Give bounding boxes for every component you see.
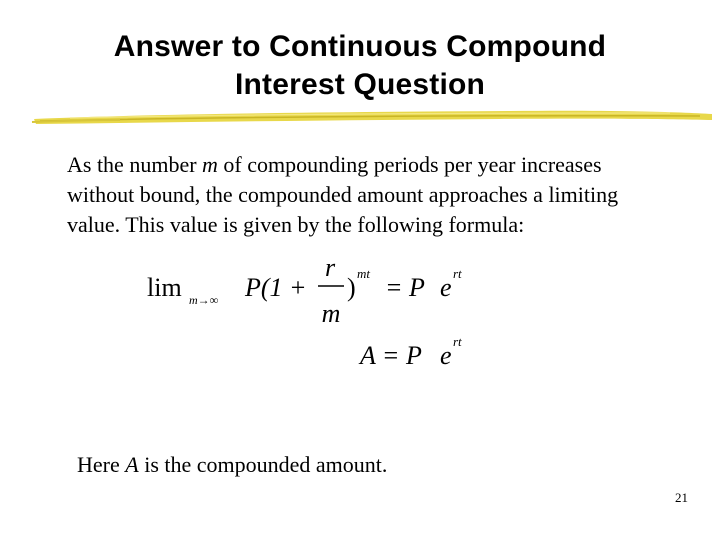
slide-title — [0, 28, 720, 104]
body-line-2: without bound, the compounded amount approaches a limiting — [67, 182, 619, 207]
formula-fraction-numerator: r — [324, 253, 336, 282]
continuous-compound-formula — [135, 252, 485, 382]
formula-exponent-rt-2: rt — [453, 334, 462, 349]
formula-lim-subscript: m→∞ — [189, 293, 219, 307]
variable-m: m — [202, 152, 218, 177]
variable-a: A — [125, 452, 139, 477]
title-line-1: Answer to Continuous Compound — [113, 30, 607, 63]
title-line-2: Interest Question — [234, 68, 486, 101]
formula-exponent-rt: rt — [453, 266, 462, 281]
formula-exponent-mt: mt — [357, 266, 370, 281]
formula-fraction-denominator: m — [321, 299, 341, 328]
formula-p-open: P(1 + — [245, 273, 307, 302]
formula-lim: lim — [147, 273, 182, 302]
note-text: Here A is the compounded amount. — [77, 452, 388, 477]
formula-equals-p: = P — [385, 273, 425, 302]
body-line-3: value. This value is given by the following formula: — [67, 212, 525, 237]
formula-e-2: e — [440, 341, 452, 370]
formula-e: e — [440, 273, 452, 302]
body-line-1: As the number m of compounding periods per year increases — [67, 152, 602, 177]
body-paragraph — [67, 150, 687, 240]
formula-a-equals-p: A = P — [360, 341, 422, 370]
page-number: 21 — [675, 490, 688, 505]
title-underline-brushstroke — [30, 100, 716, 130]
formula-close-paren: ) — [347, 273, 356, 302]
